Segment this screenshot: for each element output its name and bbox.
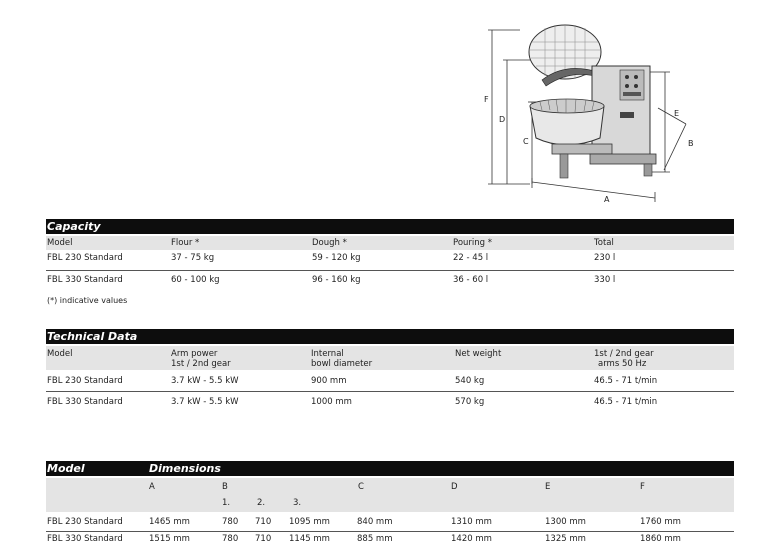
technical-model: FBL 330 Standard <box>47 397 123 407</box>
capacity-pouring: 36 - 60 l <box>453 275 489 285</box>
dimensions-divider <box>46 531 734 532</box>
technical-header-gear: 1st / 2nd gear <box>594 349 654 359</box>
dimensions-d: 1420 mm <box>451 534 492 544</box>
technical-gear: 46.5 - 71 t/min <box>594 376 658 386</box>
capacity-header-row <box>46 236 734 250</box>
capacity-model: FBL 330 Standard <box>47 275 123 285</box>
dimensions-f: 1860 mm <box>640 534 681 544</box>
technical-header-weight: Net weight <box>455 349 502 359</box>
dimensions-header-c: C <box>358 482 364 492</box>
technical-divider <box>46 391 734 392</box>
technical-header-row <box>46 346 734 370</box>
capacity-total: 230 l <box>594 253 616 263</box>
dimensions-b2: 710 <box>255 517 272 527</box>
capacity-header-dough: Dough * <box>312 238 347 248</box>
technical-header-bowl: Internal <box>311 349 344 359</box>
dimensions-header-f: F <box>640 482 645 492</box>
dim-label-d: D <box>499 115 506 124</box>
capacity-note: (*) indicative values <box>47 296 128 305</box>
dim-label-f: F <box>484 95 489 104</box>
technical-bowl: 1000 mm <box>311 397 352 407</box>
technical-arm-power: 3.7 kW - 5.5 kW <box>171 397 239 407</box>
capacity-divider <box>46 270 734 271</box>
dimensions-header-b: B <box>222 482 228 492</box>
capacity-header-pouring: Pouring * <box>453 238 493 248</box>
capacity-header-model: Model <box>47 238 73 248</box>
dimensions-subheader-b1: 1. <box>222 498 231 508</box>
capacity-flour: 60 - 100 kg <box>171 275 220 285</box>
dimensions-title-bar <box>46 461 734 476</box>
technical-bowl: 900 mm <box>311 376 347 386</box>
capacity-title: Capacity <box>47 220 101 233</box>
capacity-dough: 59 - 120 kg <box>312 253 361 263</box>
dimensions-c: 885 mm <box>357 534 393 544</box>
dimensions-b2: 710 <box>255 534 272 544</box>
dimensions-b1: 780 <box>222 517 239 527</box>
technical-header-gear-sub: arms 50 Hz <box>598 359 647 369</box>
capacity-title-bar <box>46 219 734 234</box>
technical-gear: 46.5 - 71 t/min <box>594 397 658 407</box>
dimensions-header-a: A <box>149 482 155 492</box>
capacity-model: FBL 230 Standard <box>47 253 123 263</box>
capacity-dough: 96 - 160 kg <box>312 275 361 285</box>
dimensions-e: 1300 mm <box>545 517 586 527</box>
dimensions-b3: 1145 mm <box>289 534 330 544</box>
technical-title: Technical Data <box>47 330 138 343</box>
technical-weight: 570 kg <box>455 397 485 407</box>
dimensions-header-e: E <box>545 482 551 492</box>
dimensions-header-d: D <box>451 482 458 492</box>
dimensions-model: FBL 330 Standard <box>47 534 123 544</box>
dimensions-b3: 1095 mm <box>289 517 330 527</box>
capacity-header-flour: Flour * <box>171 238 200 248</box>
dimensions-model: FBL 230 Standard <box>47 517 123 527</box>
dimensions-title: Dimensions <box>149 462 221 475</box>
capacity-header-total: Total <box>594 238 614 248</box>
technical-header-arm-power-sub: 1st / 2nd gear <box>171 359 231 369</box>
capacity-pouring: 22 - 45 l <box>453 253 489 263</box>
dimensions-e: 1325 mm <box>545 534 586 544</box>
dim-label-c: C <box>523 137 529 146</box>
technical-arm-power: 3.7 kW - 5.5 kW <box>171 376 239 386</box>
technical-header-bowl-sub: bowl diameter <box>311 359 373 369</box>
dimensions-f: 1760 mm <box>640 517 681 527</box>
technical-header-model: Model <box>47 349 73 359</box>
dim-label-a: A <box>604 195 610 204</box>
technical-title-bar <box>46 329 734 344</box>
dimensions-subheader-b2: 2. <box>257 498 266 508</box>
mixer-diagram <box>480 20 710 210</box>
dimensions-d: 1310 mm <box>451 517 492 527</box>
technical-header-arm-power: Arm power <box>171 349 218 359</box>
technical-model: FBL 230 Standard <box>47 376 123 386</box>
dimensions-a: 1465 mm <box>149 517 190 527</box>
capacity-flour: 37 - 75 kg <box>171 253 215 263</box>
dim-label-b: B <box>688 139 694 148</box>
dimensions-c: 840 mm <box>357 517 393 527</box>
capacity-total: 330 l <box>594 275 616 285</box>
technical-weight: 540 kg <box>455 376 485 386</box>
dim-label-e: E <box>674 109 680 118</box>
dimensions-header-row <box>46 478 734 512</box>
dimensions-subheader-b3: 3. <box>293 498 302 508</box>
dimensions-title-model: Model <box>47 462 85 475</box>
dimensions-a: 1515 mm <box>149 534 190 544</box>
dimensions-b1: 780 <box>222 534 239 544</box>
